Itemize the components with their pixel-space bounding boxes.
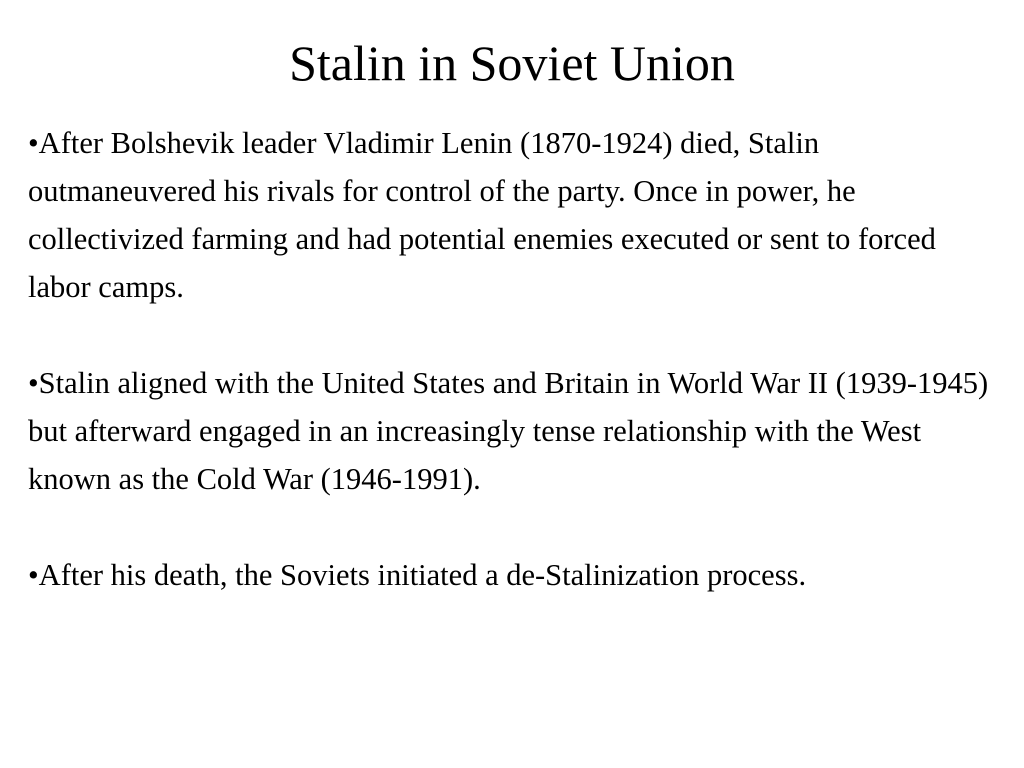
bullet-item-3: •After his death, the Soviets initiated a de-Stalinization process. — [28, 558, 807, 592]
bullet-item-2: •Stalin aligned with the United States and Britain in World War II (1939-1945) but afterward engaged in an increasingly tense relationship with the West known as the Cold War (1946-1991). — [28, 366, 989, 496]
slide-title: Stalin in Soviet Union — [289, 35, 735, 91]
bullet-item-1: •After Bolshevik leader Vladimir Lenin (1870-1924) died, Stalin outmaneuvered his rivals for control of the party. Once in power, he collectivized farming and had potential enemies executed or sent to forced labor camps. — [28, 126, 936, 304]
slide-body — [28, 119, 996, 599]
